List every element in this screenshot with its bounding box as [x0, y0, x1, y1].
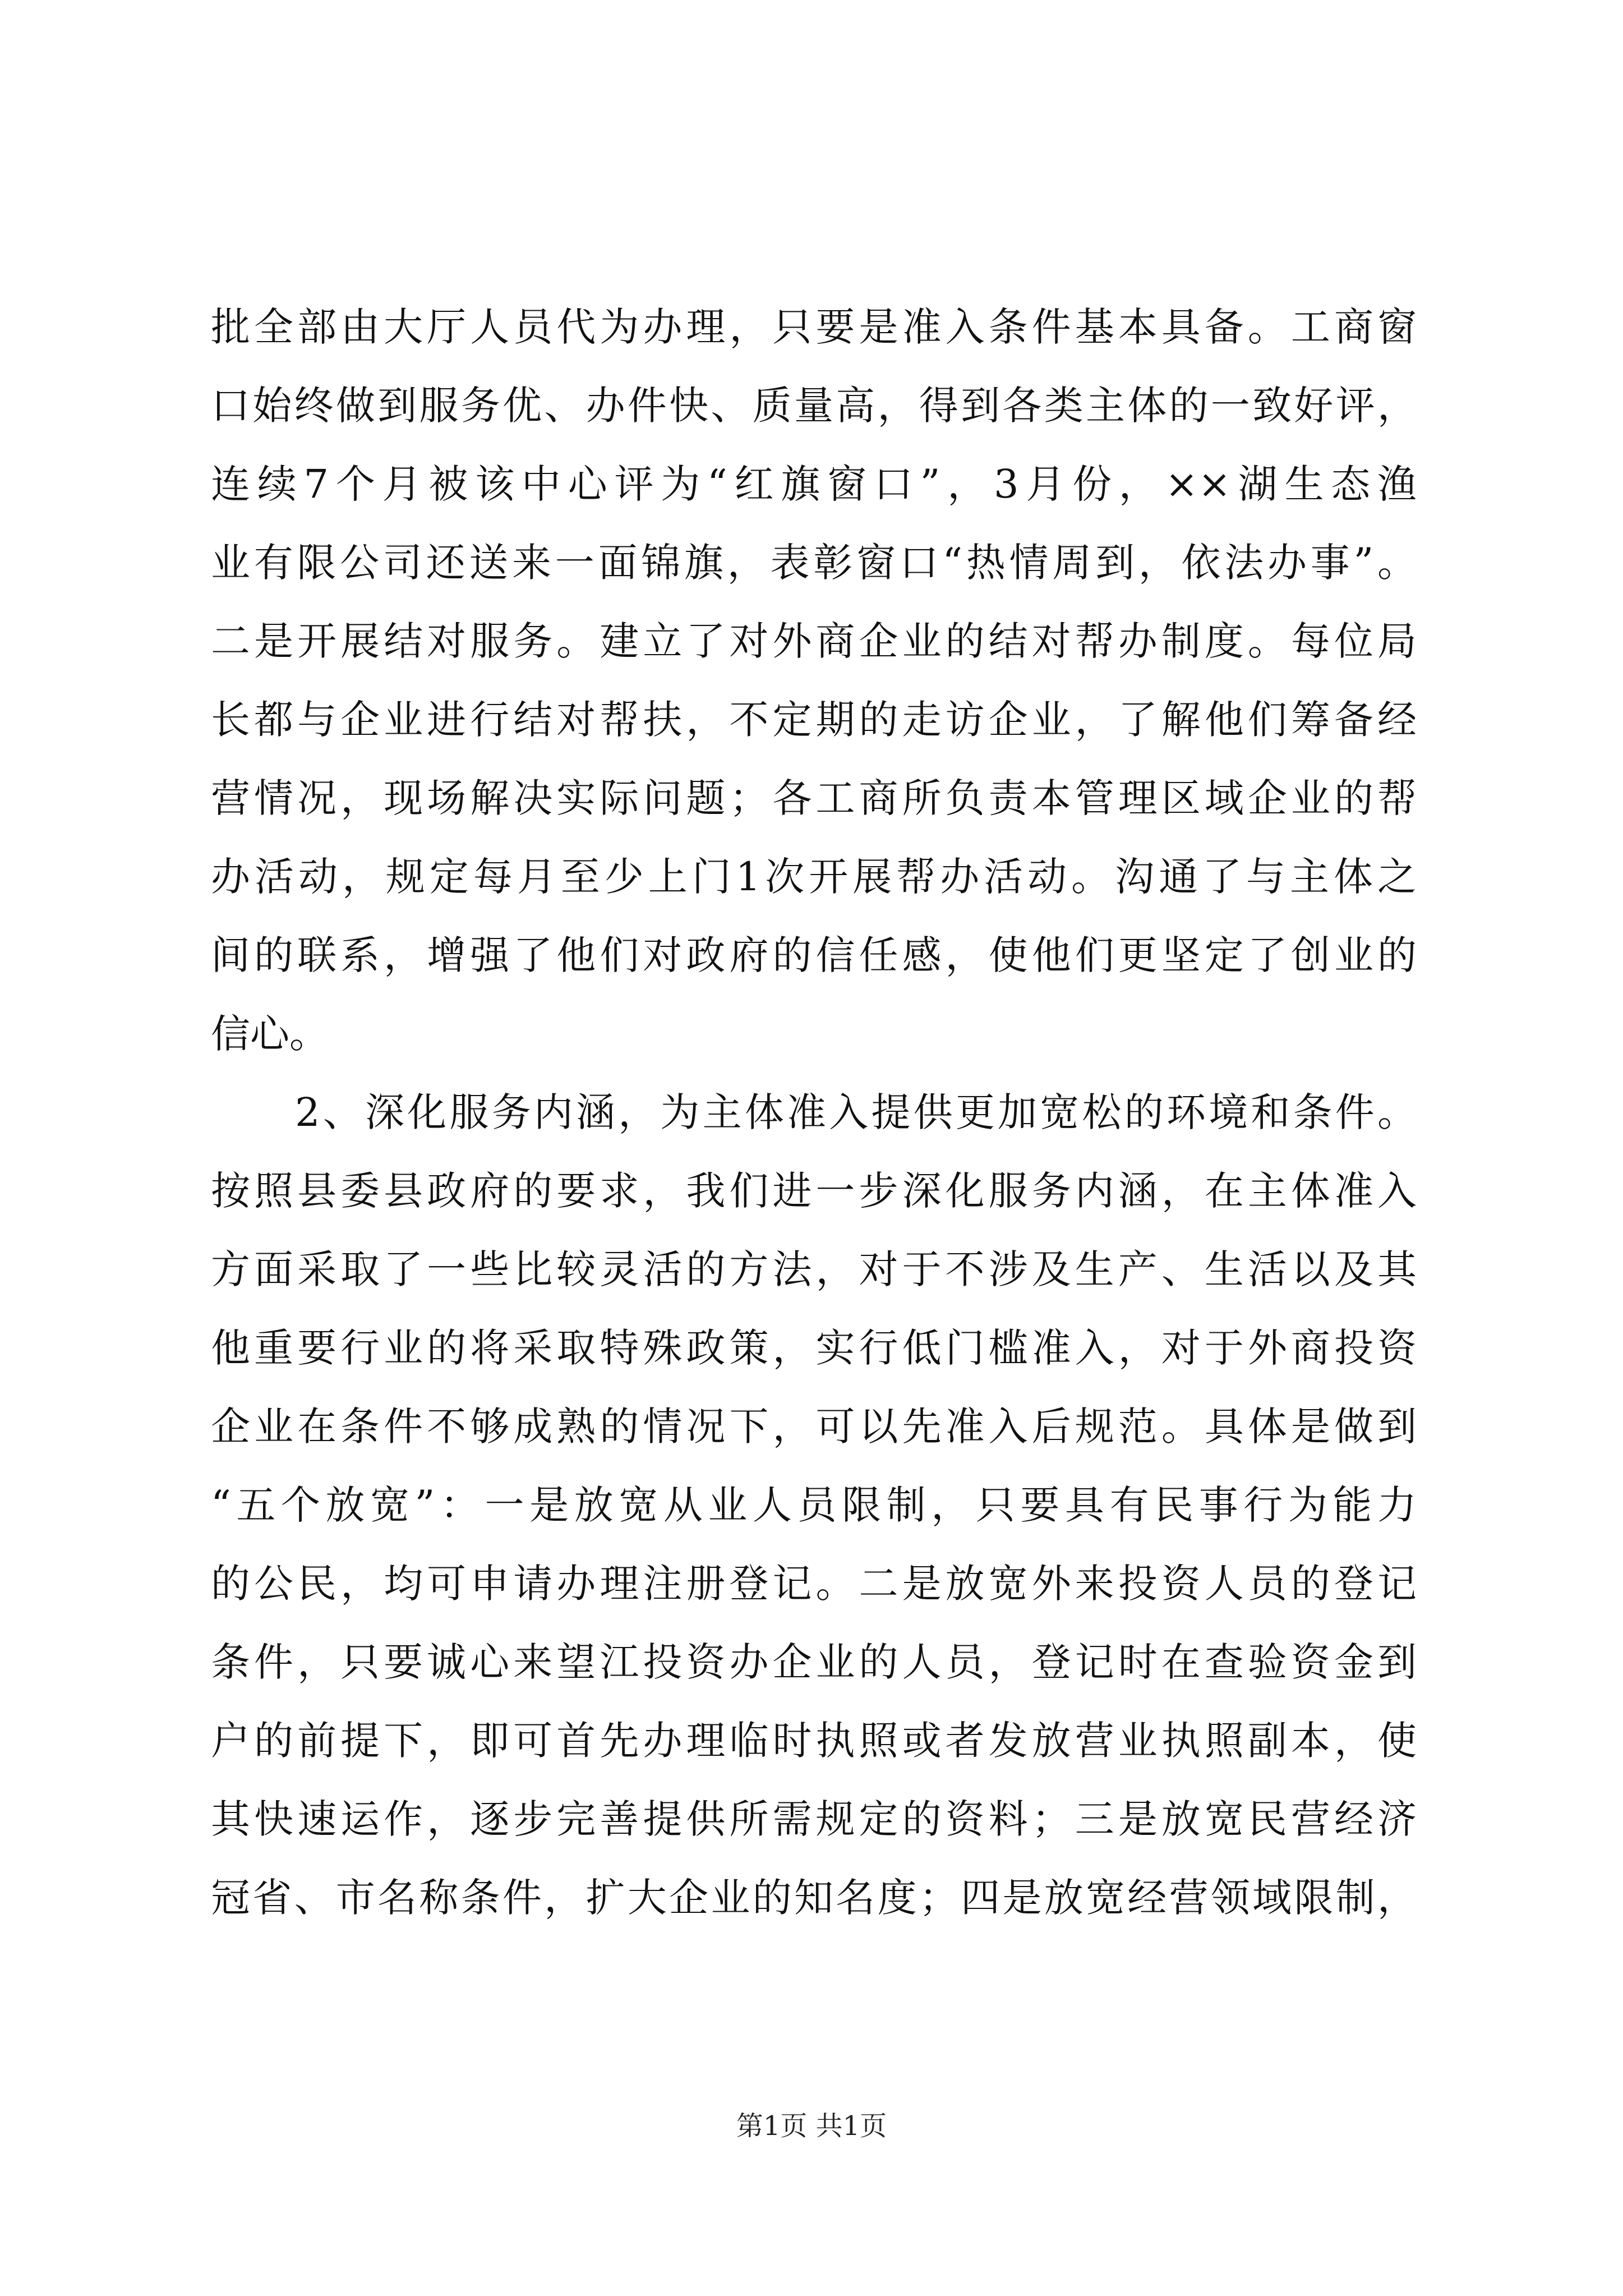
- text-line: 方面采取了一些比较灵活的方法，对于不涉及生产、生活以及其: [211, 1246, 1417, 1292]
- text-line: 营情况，现场解决实际问题；各工商所负责本管理区域企业的帮: [211, 775, 1417, 821]
- text-line: 企业在条件不够成熟的情况下，可以先准入后规范。具体是做到: [211, 1404, 1417, 1450]
- text-line: 户的前提下，即可首先办理临时执照或者发放营业执照副本，使: [211, 1718, 1417, 1764]
- text-line: 口始终做到服务优、办件快、质量高，得到各类主体的一致好评，: [211, 383, 1417, 429]
- text-line: 条件，只要诚心来望江投资办企业的人员，登记时在查验资金到: [211, 1639, 1417, 1685]
- page-footer: 第1页 共1页: [736, 2110, 887, 2142]
- text-line: 间的联系，增强了他们对政府的信任感，使他们更坚定了创业的: [211, 932, 1417, 978]
- text-line: 批全部由大厅人员代为办理，只要是准入条件基本具备。工商窗: [211, 304, 1417, 350]
- text-line: 其快速运作，逐步完善提供所需规定的资料；三是放宽民营经济: [211, 1796, 1417, 1842]
- text-line: 信心。: [211, 1011, 329, 1057]
- text-line: 他重要行业的将采取特殊政策，实行低门槛准入，对于外商投资: [211, 1325, 1417, 1371]
- text-line: 连续7个月被该中心评为“红旗窗口”，3月份，××湖生态渔: [211, 461, 1417, 507]
- text-line: 办活动，规定每月至少上门1次开展帮办活动。沟通了与主体之: [211, 854, 1417, 900]
- text-line: “五个放宽”：一是放宽从业人员限制，只要具有民事行为能力: [211, 1482, 1417, 1528]
- text-line: 长都与企业进行结对帮扶，不定期的走访企业，了解他们筹备经: [211, 697, 1417, 743]
- text-line: 的公民，均可申请办理注册登记。二是放宽外来投资人员的登记: [211, 1561, 1417, 1607]
- text-line: 二是开展结对服务。建立了对外商企业的结对帮办制度。每位局: [211, 618, 1417, 664]
- text-line: 业有限公司还送来一面锦旗，表彰窗口“热情周到，依法办事”。: [211, 540, 1417, 586]
- text-line: 冠省、市名称条件，扩大企业的知名度；四是放宽经营领域限制，: [211, 1875, 1417, 1921]
- text-line-paragraph-start: 2、深化服务内涵，为主体准入提供更加宽松的环境和条件。: [295, 1089, 1417, 1135]
- text-line: 按照县委县政府的要求，我们进一步深化服务内涵，在主体准入: [211, 1168, 1417, 1214]
